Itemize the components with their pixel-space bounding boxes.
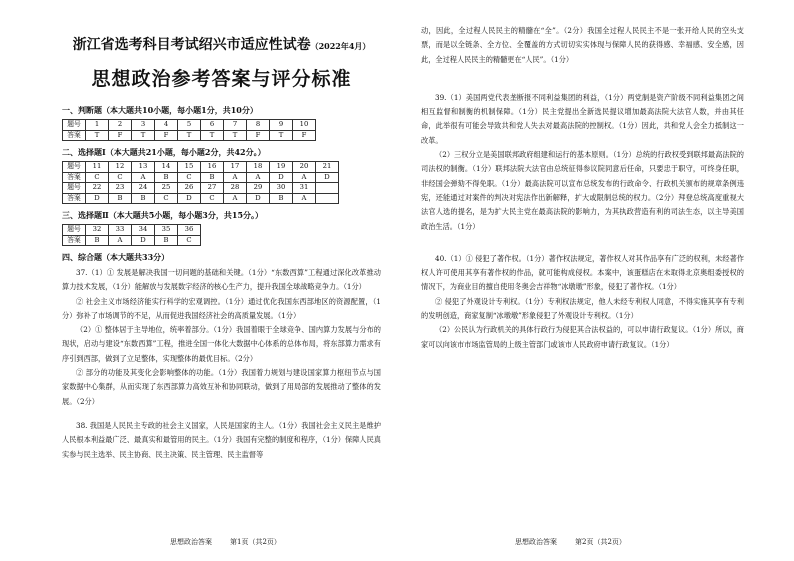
section-3-heading: 三、选择题Ⅱ（本大题共5小题，每小题3分，共15分。）: [62, 210, 264, 220]
table-cell: 12: [109, 162, 132, 173]
spacer: [62, 409, 381, 419]
footer-subject: 思想政治答案: [170, 538, 212, 546]
answer-table-choice-1: [62, 161, 339, 204]
table-cell: 28: [224, 183, 247, 194]
table-cell: 5: [178, 120, 201, 131]
table-cell: 题号: [63, 225, 86, 236]
spacer: [421, 67, 744, 91]
answer-paragraph: ② 侵犯了外观设计专利权。（1分）专利权法规定，他人未经专利权人同意，不得实施其享有专利的发明创造，商家复制“冰墩墩”形象侵犯了外观设计专利权。（1分）: [421, 296, 744, 321]
table-cell: 7: [224, 120, 247, 131]
table-cell: 3: [132, 120, 155, 131]
table-cell: B: [155, 172, 178, 183]
table-cell: T: [224, 130, 247, 141]
table-cell: 36: [178, 225, 201, 236]
table-cell: [316, 193, 339, 204]
table-cell: 33: [109, 225, 132, 236]
table-cell: D: [270, 172, 293, 183]
table-cell: T: [201, 130, 224, 141]
table-cell: 题号: [63, 183, 86, 194]
table-cell: 答案: [63, 130, 86, 141]
table-cell: D: [247, 193, 270, 204]
answer-paragraph: （2）三权分立是美国联邦政府组建和运行的基本原则。（1分）总统的行政权受到联邦最高法院的司法权的制衡。（1分）联邦法院大法官由总统征得参议院同意后任命，只要忠于职守，可终身任职，非经国会弹劾不得免职。（1分）最高法院可以宣布总统发布的行政命令、行政机关颁布的规章条例违宪，还能通过对案件的判决对宪法作出新解释，扩大或限制总统的权力。（2分）拜登总统高度重视大法官人选的提名，是为扩大民主党在最高法院的影响力，为其执政营造有利的司法生态，以主导美国政治生活。（1分）: [421, 150, 744, 231]
answer-table-judgment: [62, 119, 316, 141]
section-2-heading: 二、选择题Ⅰ（本大题共21小题，每小题2分，共42分。）: [62, 147, 266, 157]
table-cell: 题号: [63, 162, 86, 173]
exam-title-text: 浙江省选考科目考试绍兴市适应性试卷: [72, 37, 311, 53]
table-cell: 27: [201, 183, 224, 194]
table-cell: 4: [155, 120, 178, 131]
table-cell: [316, 183, 339, 194]
table-cell: 22: [86, 183, 109, 194]
table-cell: 10: [293, 120, 316, 131]
table-cell: 11: [86, 162, 109, 173]
table-cell: A: [247, 172, 270, 183]
table-cell: A: [109, 235, 132, 246]
table-cell: 23: [109, 183, 132, 194]
table-cell: B: [86, 235, 109, 246]
table-cell: D: [178, 193, 201, 204]
table-cell: 35: [155, 225, 178, 236]
table-cell: 6: [201, 120, 224, 131]
table-cell: A: [293, 172, 316, 183]
exam-date: （2022年4月）: [310, 41, 371, 51]
table-cell: D: [86, 193, 109, 204]
page-footer-right: [515, 537, 644, 547]
table-cell: A: [293, 193, 316, 204]
table-cell: 30: [270, 183, 293, 194]
table-row: [63, 120, 316, 131]
page-footer-left: [170, 537, 299, 547]
table-cell: 答案: [63, 235, 86, 246]
table-cell: 15: [178, 162, 201, 173]
table-cell: 26: [178, 183, 201, 194]
table-row: [63, 172, 339, 183]
table-cell: F: [155, 130, 178, 141]
answer-paragraph: ② 社会主义市场经济能实行科学的宏观调控。（1分）通过优化我国东西部地区的资源配置，（1分）弥补了市场调节的不足，从而促进我国经济社会的高质量发展。（1分）: [62, 296, 381, 320]
table-cell: 9: [270, 120, 293, 131]
table-cell: 16: [201, 162, 224, 173]
table-row: [63, 162, 339, 173]
table-cell: 答案: [63, 172, 86, 183]
table-cell: 19: [270, 162, 293, 173]
table-cell: 21: [316, 162, 339, 173]
table-cell: 13: [132, 162, 155, 173]
table-cell: 24: [132, 183, 155, 194]
table-cell: T: [178, 130, 201, 141]
table-cell: 17: [224, 162, 247, 173]
table-cell: C: [178, 235, 201, 246]
table-cell: F: [247, 130, 270, 141]
table-cell: T: [86, 130, 109, 141]
table-cell: 14: [155, 162, 178, 173]
section-4-heading: 四、综合题（本大题共33分）: [62, 252, 170, 262]
table-cell: C: [201, 193, 224, 204]
spacer: [421, 234, 744, 252]
answer-paragraph: 39.（1）美国两党代表垄断报不同利益集团的利益，（1分）两党制是资产阶级不同利益集团之间相互监督和制衡的机制保障。（1分）民主党提出全新选民提议增加最高法院大法官人数，并由其任命，此举很有可能会导致共和党人失去对最高法院的控制权。（1分）因此，共和党人会全力抵制这一改革。: [421, 92, 744, 145]
table-cell: 29: [247, 183, 270, 194]
table-cell: B: [132, 193, 155, 204]
table-cell: 8: [247, 120, 270, 131]
table-cell: C: [178, 172, 201, 183]
footer-page-number: 第1页（共2页）: [230, 538, 281, 546]
table-row: [63, 130, 316, 141]
table-cell: 31: [293, 183, 316, 194]
table-cell: B: [270, 193, 293, 204]
answer-paragraph: 动，因此，全过程人民民主的精髓在“全”。（2分）我国全过程人民民主不是一张开给人民的空头支票，而是以全链条、全方位、全覆盖的方式切切实实体现与保障人民的获得感、幸福感、安全感，因此，全过程人民民主的精髓更在“人民”。（1分）: [421, 26, 744, 64]
table-cell: T: [270, 130, 293, 141]
answer-paragraph: ② 部分的功能及其变化会影响整体的功能。（1分）我国着力规划与建设国家算力枢纽节点与国家数据中心集群，从而实现了东西部算力高效互补和协同联动，做到了用局部的发展推动了整体的发展。（2分）: [62, 368, 381, 406]
table-cell: F: [293, 130, 316, 141]
table-cell: B: [109, 193, 132, 204]
table-cell: 20: [293, 162, 316, 173]
section-1-heading: 一、判断题（本大题共10小题，每小题1分，共10分）: [62, 105, 258, 115]
footer-subject: 思想政治答案: [515, 538, 557, 546]
table-cell: 34: [132, 225, 155, 236]
table-row: [63, 193, 339, 204]
table-cell: F: [109, 130, 132, 141]
table-cell: A: [132, 172, 155, 183]
table-cell: 25: [155, 183, 178, 194]
table-cell: B: [201, 172, 224, 183]
table-cell: 答案: [63, 193, 86, 204]
answer-paragraph: （2）公民认为行政机关的具体行政行为侵犯其合法权益的，可以申请行政复议。（1分）所以，商家可以向该市市场监管局的上级主管部门或该市人民政府申请行政复议。（1分）: [421, 325, 744, 349]
table-cell: C: [155, 193, 178, 204]
table-cell: A: [224, 193, 247, 204]
table-row: [63, 183, 339, 194]
table-row: [63, 225, 201, 236]
table-cell: C: [86, 172, 109, 183]
answer-table-choice-2: [62, 224, 201, 246]
table-cell: 1: [86, 120, 109, 131]
table-cell: B: [155, 235, 178, 246]
answer-paragraph: 40.（1）① 侵犯了著作权。（1分）著作权法规定，著作权人对其作品享有广泛的权利，未经著作权人许可使用其享有著作权的作品，就可能构成侵权。本案中，该蛋糕店在未取得北京奥组委授权的情况下，为商业目的擅自使用冬奥会吉祥物“冰墩墩”形象，侵犯了著作权。（1分）: [421, 253, 744, 292]
table-cell: 32: [86, 225, 109, 236]
table-cell: T: [132, 130, 155, 141]
table-cell: 2: [109, 120, 132, 131]
table-cell: D: [316, 172, 339, 183]
table-row: [63, 235, 201, 246]
answer-paragraph: （2）① 整体居于主导地位，统率着部分。（1分）我国着眼于全球竞争、国内算力发展与分布的现状，启动与建设“东数西算”工程，推进全国一体化大数据中心体系的总体布局，将东部算力需求有序引到西部，做到了立足整体，实现整体的最优目标。（2分）: [62, 325, 381, 363]
table-cell: D: [132, 235, 155, 246]
footer-page-number: 第2页（共2页）: [575, 538, 626, 546]
table-cell: 18: [247, 162, 270, 173]
exam-title: [62, 34, 381, 54]
answer-paragraph: 38. 我国是人民民主专政的社会主义国家，人民是国家的主人。（1分）我国社会主义民主是维护人民根本利益最广泛、最真实和最管用的民主。（1分）我国有完整的制度和程序，（1分）保障人民真实参与民主选举、民主协商、民主决策、民主管理、民主监督等: [62, 420, 381, 459]
table-cell: C: [109, 172, 132, 183]
table-cell: 题号: [63, 120, 86, 131]
document-subtitle: 思想政治参考答案与评分标准: [91, 68, 352, 90]
table-cell: A: [224, 172, 247, 183]
answer-paragraph: 37.（1）① 发展是解决我国一切问题的基础和关键。（1分）“东数西算”工程通过深化改革推动算力技术发展，（1分）能解放与发展数字经济的核心生产力，提升我国全球战略竞争力。（1分）: [62, 268, 381, 292]
page-right: [397, 0, 794, 561]
